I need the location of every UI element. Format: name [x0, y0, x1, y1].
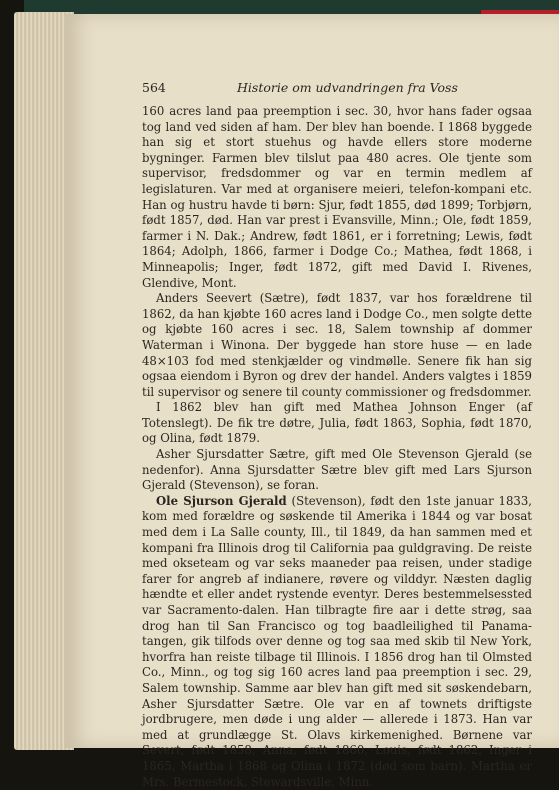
running-title: Historie om udvandringen fra Voss: [237, 80, 458, 95]
body-text: [142, 104, 532, 790]
paragraph: I 1862 blev han gift med Mathea Johnson Enger (af Totenslegt). De fik tre døtre, Julia, født 1863, Sophia, født 1870, og Olina, født 1879.: [142, 400, 532, 446]
paragraph: [142, 494, 532, 790]
paragraph: Asher Sjursdatter Sætre, gift med Ole Stevenson Gjerald (se nedenfor). Anna Sjursdatter Sætre blev gift med Lars Sjurson Gjerald (Stevenson), se foran.: [142, 447, 532, 493]
person-name: Ole Sjurson Gjerald: [156, 493, 287, 508]
page-number: 564: [142, 80, 166, 95]
page-header: [142, 80, 532, 100]
paragraph: 160 acres land paa preemption i sec. 30, hvor hans fader ogsaa tog land ved siden af ham. Der blev han boende. I 1868 byggede han sig et stort stuehus og havde ellers store moderne bygninger. Farmen blev tilslut paa 480 acres. Ole tjente som supervisor, fredsdommer og var en termin medlem af legislaturen. Var med at organisere meieri, telefon-kompani etc. Han og hustru havde ti børn: Sjur, født 1855, død 1899; Torbjørn, født 1857, død. Han var prest i Evansville, Minn.; Ole, født 1859, farmer i N. Dak.; Andrew, født 1861, er i forretning; Lewis, født 1864; Adolph, 1866, farmer i Dodge Co.; Mathea, født 1868, i Minneapolis; Inger, født 1872, gift med David I. Rivenes, Glendive, Mont.: [142, 104, 532, 290]
paragraph: Anders Seevert (Sætre), født 1837, var hos forældrene til 1862, da han kjøbte 160 acres land i Dodge Co., men solgte dette og kjøbte 160 acres i sec. 18, Salem township af dommer Waterman i Winona. Der byggede han store huse — en lade 48×103 fod med stenkjælder og vindmølle. Senere fik han sig ogsaa eiendom i Byron og drev der handel. Anders valgtes i 1859 til supervisor og senere til county commissioner og fredsdommer.: [142, 291, 532, 399]
paragraph-text: (Stevenson), født den 1ste januar 1833, kom med forældre og søskende til Amerika i 1844 og var bosat med dem i La Salle county, Ill., til 1849, da han sammen med et kompani fra Illinois drog til California paa guldgraving. De reiste med okseteam og var seks maaneder paa reisen, under stadige farer for angreb af indianere, røvere og vilddyr. Næsten daglig hændte et eller andet rystende eventyr. Deres bestemmelsessted var Sacramento-dalen. Han tilbragte fire aar i dette strøg, saa drog han til San Francisco og tog baadleilighed til Panama-tangen, gik tilfods over denne og tog saa med skib til New York, hvorfra han reiste tilbage til Illinois. I 1856 drog han til Olmsted Co., Minn., og tog sig 160 acres land paa preemption i sec. 29, Salem township. Samme aar blev han gift med sit søskendebarn, Asher Sjursdatter Sætre. Ole var en af townets driftigste jordbrugere, men døde i ung alder — allerede i 1873. Han var med at grundlægge St. Olavs kirkemenighed. Børnene var Severt, født 1858, Anna, født 1860, Louis, født 1862, Inger i 1865, Martha i 1868 og Olina i 1872 (død som barn). Martha er Mrs. Bermestock, Stewardsville, Minn.: [142, 493, 532, 789]
page-edges: [14, 12, 74, 750]
